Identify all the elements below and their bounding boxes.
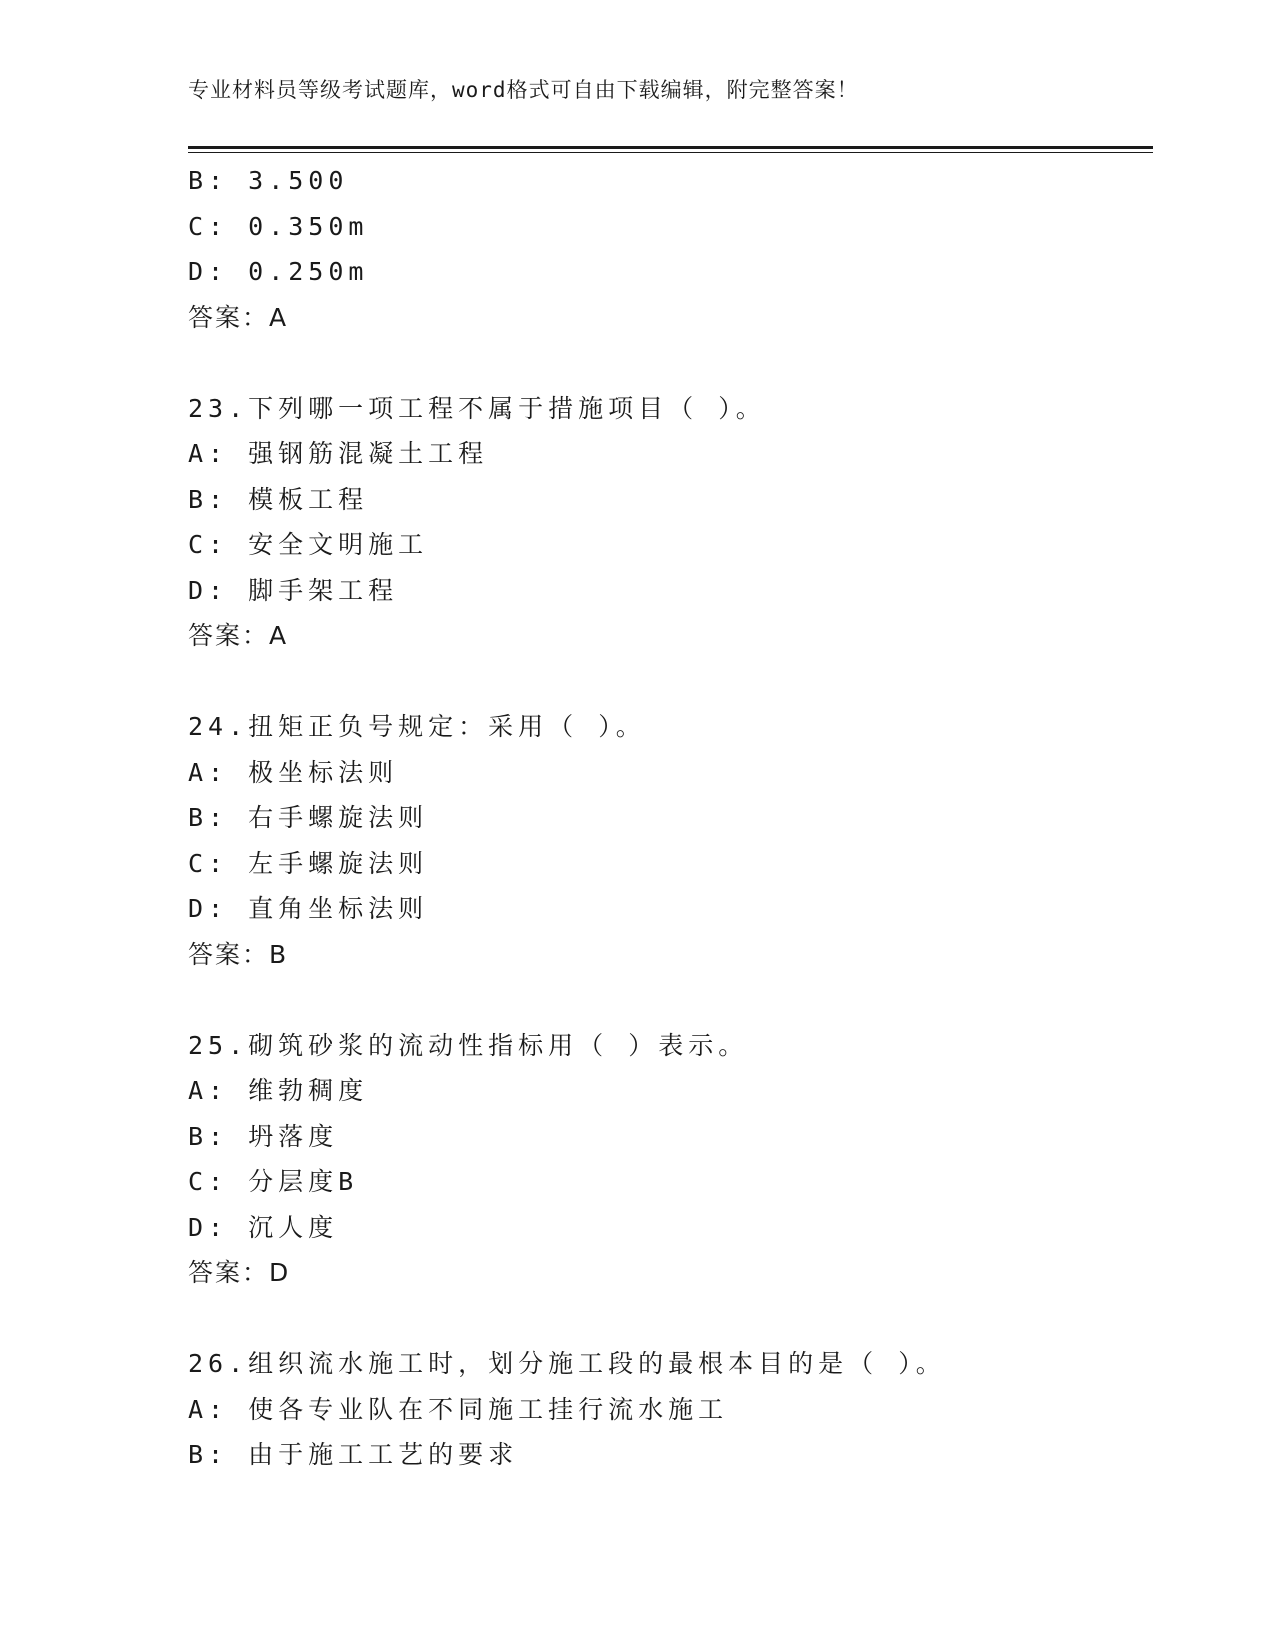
answer-line: 答案：B bbox=[188, 939, 289, 969]
option-a: A: 极坐标法则 bbox=[188, 757, 399, 787]
spacer bbox=[188, 340, 1153, 386]
option-c: C: 分层度B bbox=[188, 1167, 359, 1196]
option-d: D: 0.250m bbox=[188, 257, 369, 286]
option-c: C: 左手螺旋法则 bbox=[188, 848, 429, 878]
document-body bbox=[188, 158, 1153, 1478]
header-rule-thin bbox=[188, 152, 1153, 153]
question-25 bbox=[188, 1023, 1153, 1296]
question-stem: 25.砌筑砂浆的流动性指标用（ ）表示。 bbox=[188, 1030, 749, 1060]
question-stem: 24.扭矩正负号规定：采用（ ）。 bbox=[188, 712, 646, 741]
option-a: A: 使各专业队在不同施工挂行流水施工 bbox=[188, 1394, 729, 1424]
spacer bbox=[188, 1296, 1153, 1342]
answer-line: 答案：A bbox=[188, 621, 289, 650]
answer-line: 答案：A bbox=[188, 302, 289, 332]
answer-line: 答案：D bbox=[188, 1258, 291, 1287]
question-22-tail bbox=[188, 158, 1153, 340]
header-rule-thick bbox=[188, 146, 1153, 149]
option-c: C: 0.350m bbox=[188, 211, 369, 241]
option-a: A: 维勃稠度 bbox=[188, 1076, 369, 1105]
option-d: D: 沉人度 bbox=[188, 1212, 339, 1242]
option-b: B: 3.500 bbox=[188, 166, 349, 195]
question-stem: 26.组织流水施工时，划分施工段的最根本目的是（ ）。 bbox=[188, 1349, 946, 1378]
option-b: B: 模板工程 bbox=[188, 484, 369, 514]
question-23 bbox=[188, 386, 1153, 659]
option-c: C: 安全文明施工 bbox=[188, 530, 429, 559]
spacer bbox=[188, 659, 1153, 705]
option-d: D: 直角坐标法则 bbox=[188, 894, 429, 923]
option-a: A: 强钢筋混凝土工程 bbox=[188, 439, 489, 468]
question-26 bbox=[188, 1341, 1153, 1478]
option-b: B: 坍落度 bbox=[188, 1121, 339, 1151]
question-stem: 23.下列哪一项工程不属于措施项目（ ）。 bbox=[188, 393, 766, 423]
question-24 bbox=[188, 704, 1153, 977]
page-header-text: 专业材料员等级考试题库，word格式可自由下载编辑，附完整答案！ bbox=[188, 78, 859, 102]
option-b: B: 右手螺旋法则 bbox=[188, 803, 429, 832]
option-d: D: 脚手架工程 bbox=[188, 575, 399, 605]
option-b: B: 由于施工工艺的要求 bbox=[188, 1440, 519, 1469]
spacer bbox=[188, 977, 1153, 1023]
